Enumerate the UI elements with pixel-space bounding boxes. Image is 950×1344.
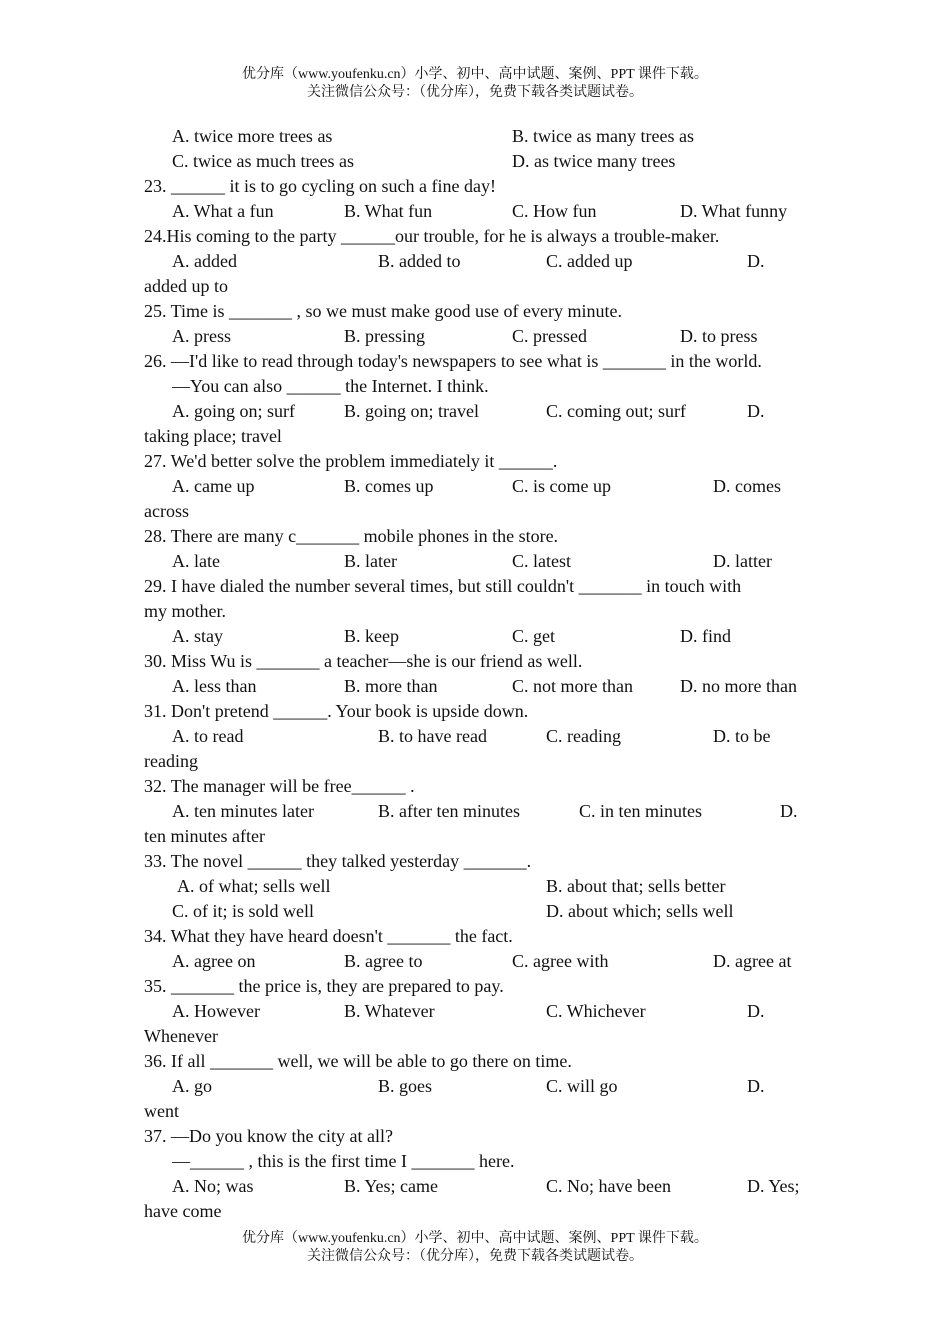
q34-option-c: C. agree with bbox=[512, 951, 609, 971]
q37-option-c: C. No; have been bbox=[546, 1176, 671, 1196]
q23-option-d: D. What funny bbox=[680, 201, 788, 221]
q28-option-d: D. latter bbox=[713, 551, 772, 571]
q37-stem-2: —______ , this is the first time I _______ here. bbox=[172, 1151, 515, 1171]
q32-option-a: A. ten minutes later bbox=[172, 801, 314, 821]
q22-option-d: D. as twice many trees bbox=[512, 151, 676, 171]
footer-line-2: 关注微信公众号：（优分库），免费下载各类试题试卷。 bbox=[307, 1249, 643, 1264]
q26-stem: 26. —I'd like to read through today's newspapers to see what is _______ in the world. bbox=[144, 351, 762, 371]
q31-option-b: B. to have read bbox=[378, 726, 487, 746]
q35-option-a: A. However bbox=[172, 1001, 260, 1021]
q33-option-b: B. about that; sells better bbox=[546, 876, 726, 896]
q24-option-d-cont: added up to bbox=[144, 276, 228, 296]
q22-option-c: C. twice as much trees as bbox=[172, 151, 354, 171]
q31-option-a: A. to read bbox=[172, 726, 244, 746]
q23-stem: 23. ______ it is to go cycling on such a fine day! bbox=[144, 176, 496, 196]
q26-option-d-cont: taking place; travel bbox=[144, 426, 282, 446]
q36-option-d-cont: went bbox=[144, 1101, 179, 1121]
q32-stem: 32. The manager will be free______ . bbox=[144, 776, 415, 796]
q37-option-b: B. Yes; came bbox=[344, 1176, 438, 1196]
q25-stem: 25. Time is _______ , so we must make good use of every minute. bbox=[144, 301, 622, 321]
q27-option-b: B. comes up bbox=[344, 476, 434, 496]
header-line-1: 优分库（www.youfenku.cn）小学、初中、高中试题、案例、PPT 课件下载。 bbox=[242, 67, 708, 82]
q35-option-d: D. bbox=[747, 1001, 765, 1021]
q25-option-a: A. press bbox=[172, 326, 231, 346]
q24-option-a: A. added bbox=[172, 251, 237, 271]
q25-option-d: D. to press bbox=[680, 326, 758, 346]
footer-line-1: 优分库（www.youfenku.cn）小学、初中、高中试题、案例、PPT 课件下载。 bbox=[242, 1231, 708, 1246]
q35-stem: 35. _______ the price is, they are prepared to pay. bbox=[144, 976, 504, 996]
q29-stem-cont: my mother. bbox=[144, 601, 226, 621]
q36-option-b: B. goes bbox=[378, 1076, 432, 1096]
q37-option-d-cont: have come bbox=[144, 1201, 222, 1221]
q28-stem: 28. There are many c_______ mobile phones in the store. bbox=[144, 526, 559, 546]
q37-option-d: D. Yes; bbox=[747, 1176, 800, 1196]
q37-option-a: A. No; was bbox=[172, 1176, 254, 1196]
q30-option-a: A. less than bbox=[172, 676, 257, 696]
q23-option-a: A. What a fun bbox=[172, 201, 274, 221]
q34-option-d: D. agree at bbox=[713, 951, 792, 971]
page-header bbox=[0, 66, 950, 102]
q32-option-d: D. bbox=[780, 801, 798, 821]
q26-stem-2: —You can also ______ the Internet. I think. bbox=[172, 376, 489, 396]
q35-option-d-cont: Whenever bbox=[144, 1026, 218, 1046]
q33-option-a: A. of what; sells well bbox=[177, 876, 331, 896]
q33-option-d: D. about which; sells well bbox=[546, 901, 734, 921]
q29-option-a: A. stay bbox=[172, 626, 223, 646]
q22-option-b: B. twice as many trees as bbox=[512, 126, 694, 146]
q27-option-a: A. came up bbox=[172, 476, 255, 496]
q30-option-c: C. not more than bbox=[512, 676, 633, 696]
q24-stem: 24.His coming to the party ______our trouble, for he is always a trouble-maker. bbox=[144, 226, 720, 246]
q30-option-d: D. no more than bbox=[680, 676, 797, 696]
q31-option-c: C. reading bbox=[546, 726, 621, 746]
q27-option-c: C. is come up bbox=[512, 476, 611, 496]
q34-option-a: A. agree on bbox=[172, 951, 256, 971]
q24-option-c: C. added up bbox=[546, 251, 633, 271]
q29-option-d: D. find bbox=[680, 626, 731, 646]
q26-option-b: B. going on; travel bbox=[344, 401, 479, 421]
header-line-2: 关注微信公众号：（优分库），免费下载各类试题试卷。 bbox=[307, 85, 643, 100]
q22-option-a: A. twice more trees as bbox=[172, 126, 333, 146]
q26-option-c: C. coming out; surf bbox=[546, 401, 686, 421]
page-footer bbox=[0, 1230, 950, 1266]
q35-option-b: B. Whatever bbox=[344, 1001, 435, 1021]
q31-option-d-cont: reading bbox=[144, 751, 198, 771]
q31-stem: 31. Don't pretend ______. Your book is upside down. bbox=[144, 701, 529, 721]
q27-option-d-cont: across bbox=[144, 501, 189, 521]
q36-option-d: D. bbox=[747, 1076, 765, 1096]
q35-option-c: C. Whichever bbox=[546, 1001, 646, 1021]
q36-option-a: A. go bbox=[172, 1076, 212, 1096]
q23-option-b: B. What fun bbox=[344, 201, 433, 221]
q29-option-c: C. get bbox=[512, 626, 555, 646]
q24-option-d: D. bbox=[747, 251, 765, 271]
q27-option-d: D. comes bbox=[713, 476, 781, 496]
q25-option-b: B. pressing bbox=[344, 326, 425, 346]
q32-option-c: C. in ten minutes bbox=[579, 801, 702, 821]
q29-option-b: B. keep bbox=[344, 626, 399, 646]
q36-option-c: C. will go bbox=[546, 1076, 618, 1096]
q30-stem: 30. Miss Wu is _______ a teacher—she is our friend as well. bbox=[144, 651, 583, 671]
q28-option-a: A. late bbox=[172, 551, 220, 571]
q34-option-b: B. agree to bbox=[344, 951, 423, 971]
q26-option-d: D. bbox=[747, 401, 765, 421]
q29-stem: 29. I have dialed the number several times, but still couldn't _______ in touch with bbox=[144, 576, 742, 596]
q28-option-b: B. later bbox=[344, 551, 397, 571]
q24-option-b: B. added to bbox=[378, 251, 461, 271]
q33-option-c: C. of it; is sold well bbox=[172, 901, 315, 921]
q31-option-d: D. to be bbox=[713, 726, 771, 746]
q33-stem: 33. The novel ______ they talked yesterday _______. bbox=[144, 851, 532, 871]
q27-stem: 27. We'd better solve the problem immediately it ______. bbox=[144, 451, 558, 471]
q26-option-a: A. going on; surf bbox=[172, 401, 295, 421]
q23-option-c: C. How fun bbox=[512, 201, 597, 221]
q25-option-c: C. pressed bbox=[512, 326, 587, 346]
q34-stem: 34. What they have heard doesn't _______ the fact. bbox=[144, 926, 513, 946]
q32-option-d-cont: ten minutes after bbox=[144, 826, 265, 846]
q36-stem: 36. If all _______ well, we will be able to go there on time. bbox=[144, 1051, 572, 1071]
q30-option-b: B. more than bbox=[344, 676, 438, 696]
q28-option-c: C. latest bbox=[512, 551, 571, 571]
q37-stem: 37. —Do you know the city at all? bbox=[144, 1126, 393, 1146]
q32-option-b: B. after ten minutes bbox=[378, 801, 520, 821]
